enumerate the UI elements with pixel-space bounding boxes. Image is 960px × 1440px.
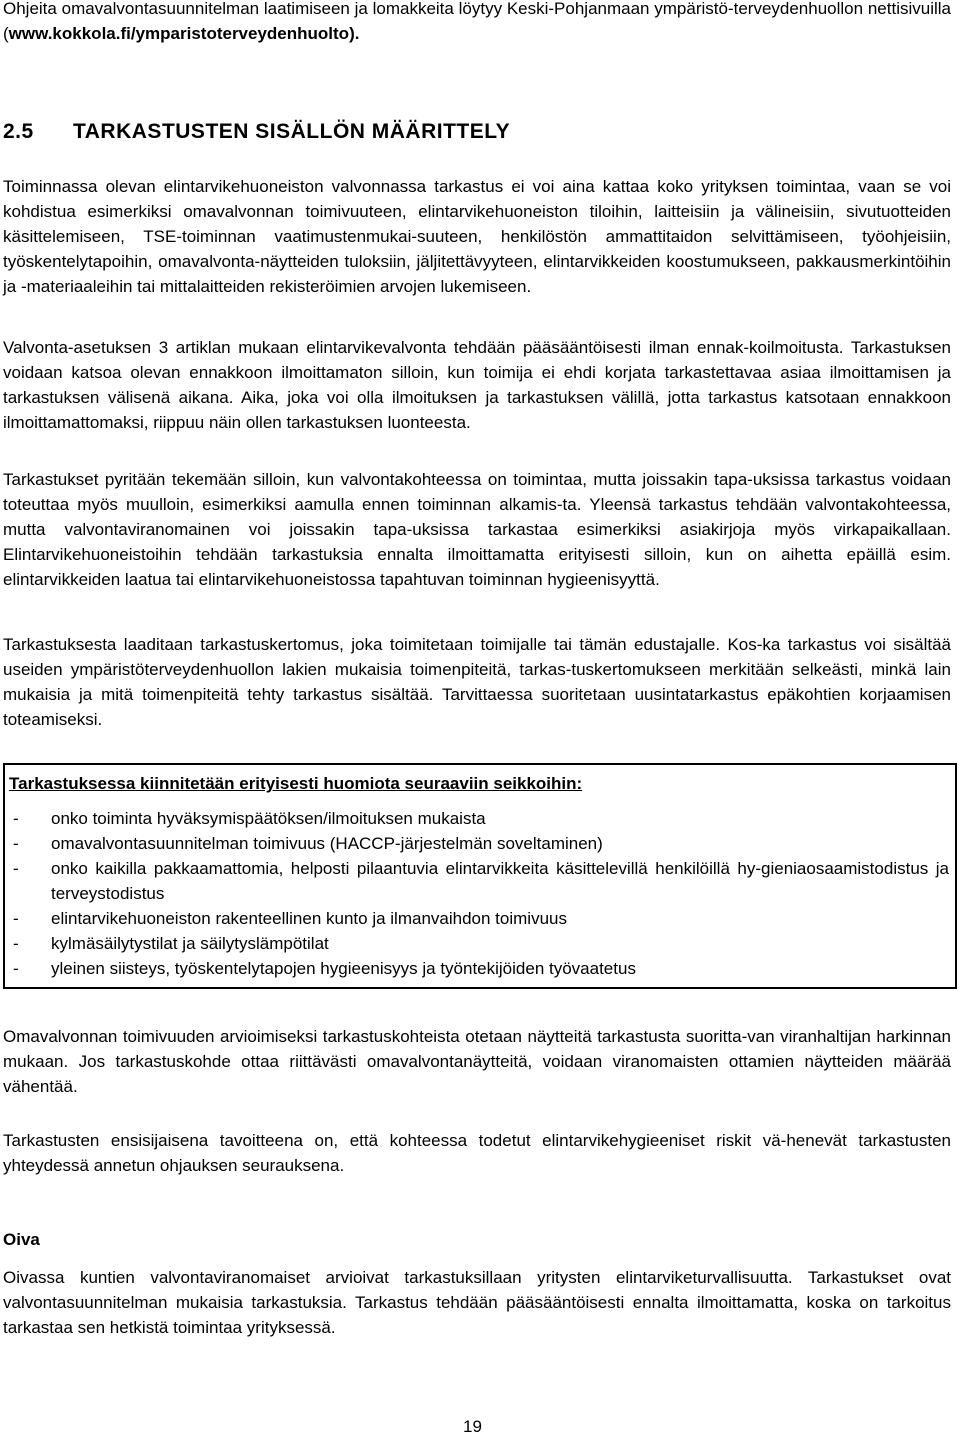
paragraph-2: Valvonta-asetuksen 3 artiklan mukaan elintarvikevalvonta tehdään pääsääntöisesti ilman ennak-koilmoitusta. Tarkastuksen voidaan katsoa olevan ennakkoon ilmoittamaton silloin, kun toimija ei ehdi korjata tarkastettavaa asiaa ilmoittamisen ja tarkastuksen välisenä aikana. Aika, joka voi olla ilmoituksen ja tarkastuksen välillä, jotta tarkastus katsotaan ennakkoon ilmoittamattomaksi, riippuu näin ollen tarkastuksen luonteesta. bbox=[3, 338, 951, 432]
paragraph-1: Toiminnassa olevan elintarvikehuoneiston valvonnassa tarkastus ei voi aina kattaa koko yrityksen toimintaa, vaan se voi kohdistua esimerkiksi omavalvonnan toimivuuteen, elintarvikehuoneiston tiloihin, laitteisiin ja välineisiin, sivutuotteiden käsittelemiseen, TSE-toiminnan vaatimustenmukai-suuteen, henkilöstön ammattitaidon selvittämiseen, työohjeisiin, työskentelytapoihin, omavalvonta-näytteiden tuloksiin, jäljitettävyyteen, elintarvikkeiden koostumukseen, pakkausmerkintöihin ja -materiaaleihin tai mittalaitteiden rekisteröimien arvojen lukemiseen. bbox=[3, 177, 951, 296]
paragraph-5: Omavalvonnan toimivuuden arvioimiseksi tarkastuskohteista otetaan näytteitä tarkastusta suoritta-van viranhaltijan harkinnan mukaan. Jos tarkastuskohde ottaa riittävästi omavalvontanäytteitä, voidaan viranomaisten ottamien näytteiden määrää vähentää. bbox=[3, 1027, 951, 1096]
checklist-title: Tarkastuksessa kiinnitetään erityisesti huomiota seuraaviin seikkoihin: bbox=[9, 774, 583, 793]
list-item-text: onko kaikilla pakkaamattomia, helposti pilaantuvia elintarvikkeita käsittelevillä henkilöillä hy-gieniaosaamistodistus ja terveystodistus bbox=[51, 859, 949, 903]
dash-bullet: - bbox=[13, 834, 19, 853]
section-title: TARKASTUSTEN SISÄLLÖN MÄÄRITTELY bbox=[73, 120, 511, 143]
dash-bullet: - bbox=[13, 934, 19, 953]
paragraph-4: Tarkastuksesta laaditaan tarkastuskertomus, joka toimitetaan toimijalle tai tämän edustajalle. Kos-ka tarkastus voi sisältää useiden ympäristöterveydenhuollon lakien mukaisia toimenpiteitä, tarkas-tuskertomukseen merkitään selkeästi, minkä lain mukaisia ja mitä toimenpiteitä tehty tarkastus sisältää. Tarvittaessa suoritetaan uusintatarkastus epäkohtien korjaamisen toteamiseksi. bbox=[3, 635, 951, 729]
dash-bullet: - bbox=[13, 909, 19, 928]
list-item bbox=[5, 931, 949, 956]
paragraph-3: Tarkastukset pyritään tekemään silloin, kun valvontakohteessa on toimintaa, mutta joissakin tapa-uksissa tarkastus voidaan toteuttaa myös muulloin, esimerkiksi aamulla ennen toiminnan alkamis-ta. Yleensä tarkastus tehdään valvontakohteessa, mutta valvontaviranomainen voi joissakin tapa-uksissa tarkastaa esimerkiksi asiakirjoja myös virkapaikallaan. Elintarvikehuoneistoihin tehdään tarkastuksia ennalta ilmoittamatta erityisesti silloin, kun on aihetta epäillä esim. elintarvikkeiden laatua tai elintarvikehuoneistossa tapahtuvan toiminnan hygieenisyyttä. bbox=[3, 470, 951, 589]
website-link[interactable]: www.kokkola.fi/ymparistoterveydenhuolto bbox=[8, 24, 350, 43]
list-item bbox=[5, 956, 949, 981]
intro-text: Ohjeita omavalvontasuunnitelman laatimiseen ja lomakkeita löytyy Keski-Pohjanmaan ympäristö-terveydenhuollon nettisivuilla ( bbox=[3, 0, 951, 43]
dash-bullet: - bbox=[13, 809, 19, 828]
list-item-text: kylmäsäilytystilat ja säilytyslämpötilat bbox=[51, 934, 329, 953]
list-item bbox=[5, 856, 949, 906]
section-heading bbox=[3, 120, 510, 144]
intro-paragraph bbox=[3, 0, 951, 46]
paragraph-6: Tarkastusten ensisijaisena tavoitteena on, että kohteessa todetut elintarvikehygieeniset riskit vä-henevät tarkastusten yhteydessä annetun ohjauksen seurauksena. bbox=[3, 1131, 951, 1175]
page-number: 19 bbox=[463, 1417, 482, 1436]
section-number: 2.5 bbox=[3, 120, 34, 143]
intro-text-end: ). bbox=[349, 24, 360, 43]
list-item-text: omavalvontasuunnitelman toimivuus (HACCP-järjestelmän soveltaminen) bbox=[51, 834, 603, 853]
list-item bbox=[5, 806, 949, 831]
oiva-heading: Oiva bbox=[3, 1230, 40, 1249]
inspection-checklist-box bbox=[3, 763, 957, 989]
list-item bbox=[5, 831, 949, 856]
dash-bullet: - bbox=[13, 959, 19, 978]
list-item bbox=[5, 906, 949, 931]
list-item-text: onko toiminta hyväksymispäätöksen/ilmoituksen mukaista bbox=[51, 809, 486, 828]
list-item-text: elintarvikehuoneiston rakenteellinen kunto ja ilmanvaihdon toimivuus bbox=[51, 909, 567, 928]
oiva-paragraph: Oivassa kuntien valvontaviranomaiset arvioivat tarkastuksillaan yritysten elintarviketurvallisuutta. Tarkastukset ovat valvontasuunnitelman mukaisia tarkastuksia. Tarkastus tehdään pääsääntöisesti ennalta ilmoittamatta, koska on tarkoitus tarkastaa sen hetkistä toimintaa yrityksessä. bbox=[3, 1268, 951, 1337]
list-item-text: yleinen siisteys, työskentelytapojen hygieenisyys ja työntekijöiden työvaatetus bbox=[51, 959, 636, 978]
dash-bullet: - bbox=[13, 859, 19, 878]
checklist bbox=[5, 806, 949, 981]
